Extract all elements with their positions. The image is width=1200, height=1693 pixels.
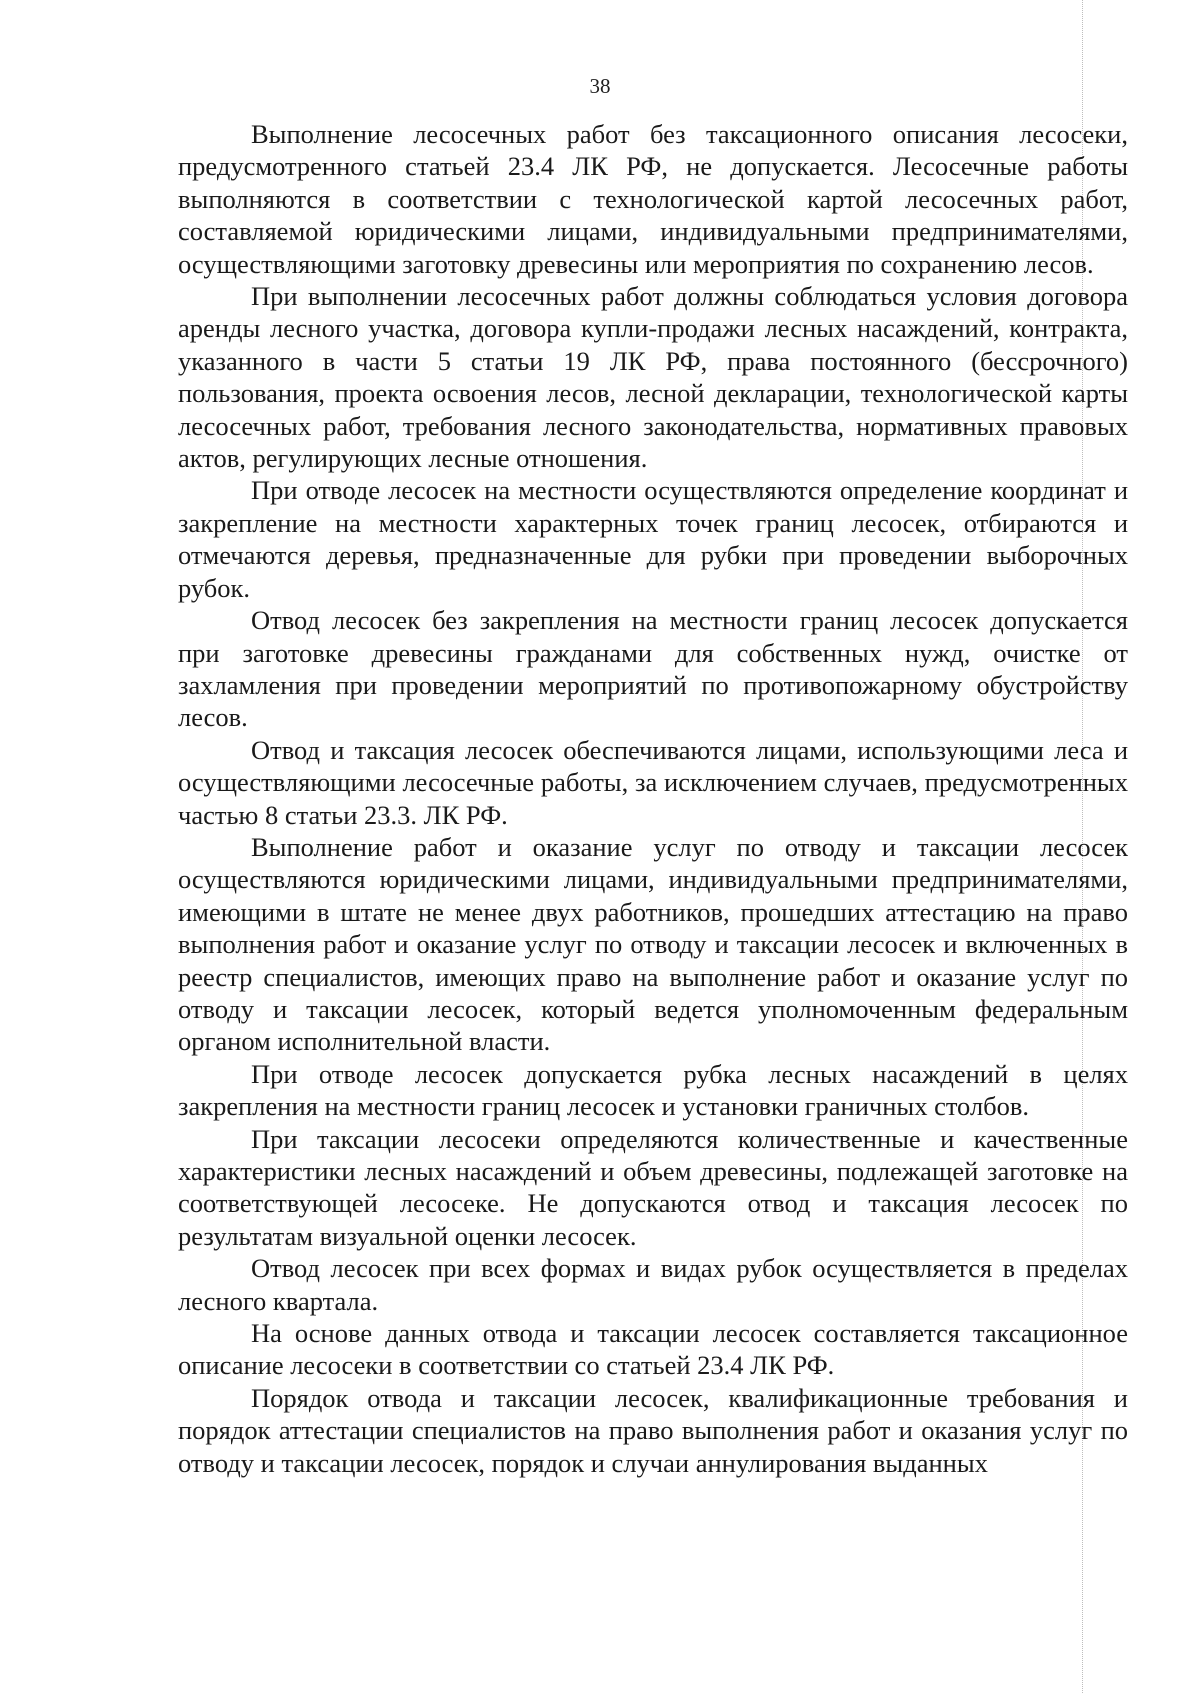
paragraph-3: При отводе лесосек на местности осуществляются определение координат и закрепление на местности характерных точек границ лесосек, отбираются и отмечаются деревья, предназначенные для рубки при проведении выборочных рубок.: [178, 475, 1128, 603]
paragraph-1: Выполнение лесосечных работ без таксационного описания лесосеки, предусмотренного статьей 23.4 ЛК РФ, не допускается. Лесосечные работы выполняются в соответствии с технологической картой лесосечных работ, составляемой юридическими лицами, индивидуальными предпринимателями, осуществляющими заготовку древесины или мероприятия по сохранению лесов.: [178, 119, 1128, 279]
document-body: [178, 118, 1128, 1479]
paragraph-2: При выполнении лесосечных работ должны соблюдаться условия договора аренды лесного участка, договора купли-продажи лесных насаждений, контракта, указанного в части 5 статьи 19 ЛК РФ, права постоянного (бессрочного) пользования, проекта освоения лесов, лесной декларации, технологической карты лесосечных работ, требования лесного законодательства, нормативных правовых актов, регулирующих лесные отношения.: [178, 281, 1128, 474]
paragraph-7: При отводе лесосек допускается рубка лесных насаждений в целях закрепления на местности границ лесосек и установки граничных столбов.: [178, 1058, 1128, 1122]
paragraph-6: Выполнение работ и оказание услуг по отводу и таксации лесосек осуществляются юридическими лицами, индивидуальными предпринимателями, имеющими в штате не менее двух работников, прошедших аттестацию на право выполнения работ и оказание услуг по отводу и таксации лесосек и включенных в реестр специалистов, имеющих право на выполнение работ и оказание услуг по отводу и таксации лесосек, который ведется уполномоченным федеральным органом исполнительной власти.: [178, 831, 1128, 1057]
paragraph-5: Отвод и таксация лесосек обеспечиваются лицами, использующими леса и осуществляющими лесосечные работы, за исключением случаев, предусмотренных частью 8 статьи 23.3. ЛК РФ.: [178, 734, 1128, 830]
paragraph-10: На основе данных отвода и таксации лесосек составляется таксационное описание лесосеки в соответствии со статьей 23.4 ЛК РФ.: [178, 1318, 1128, 1381]
paragraph-4: Отвод лесосек без закрепления на местности границ лесосек допускается при заготовке древесины гражданами для собственных нужд, очистке от захламления при проведении мероприятий по противопожарному обустройству лесов.: [178, 605, 1128, 733]
paragraph-8: При таксации лесосеки определяются количественные и качественные характеристики лесных насаждений и объем древесины, подлежащей заготовке на соответствующей лесосеке. Не допускаются отвод и таксация лесосек по результатам визуальной оценки лесосек.: [178, 1123, 1128, 1251]
page-number: 38: [589, 74, 611, 98]
paragraph-11: Порядок отвода и таксации лесосек, квалификационные требования и порядок аттестации специалистов на право выполнения работ и оказания услуг по отводу и таксации лесосек, порядок и случаи аннулирования выданных: [178, 1382, 1128, 1478]
paragraph-9: Отвод лесосек при всех формах и видах рубок осуществляется в пределах лесного квартала.: [178, 1253, 1128, 1316]
